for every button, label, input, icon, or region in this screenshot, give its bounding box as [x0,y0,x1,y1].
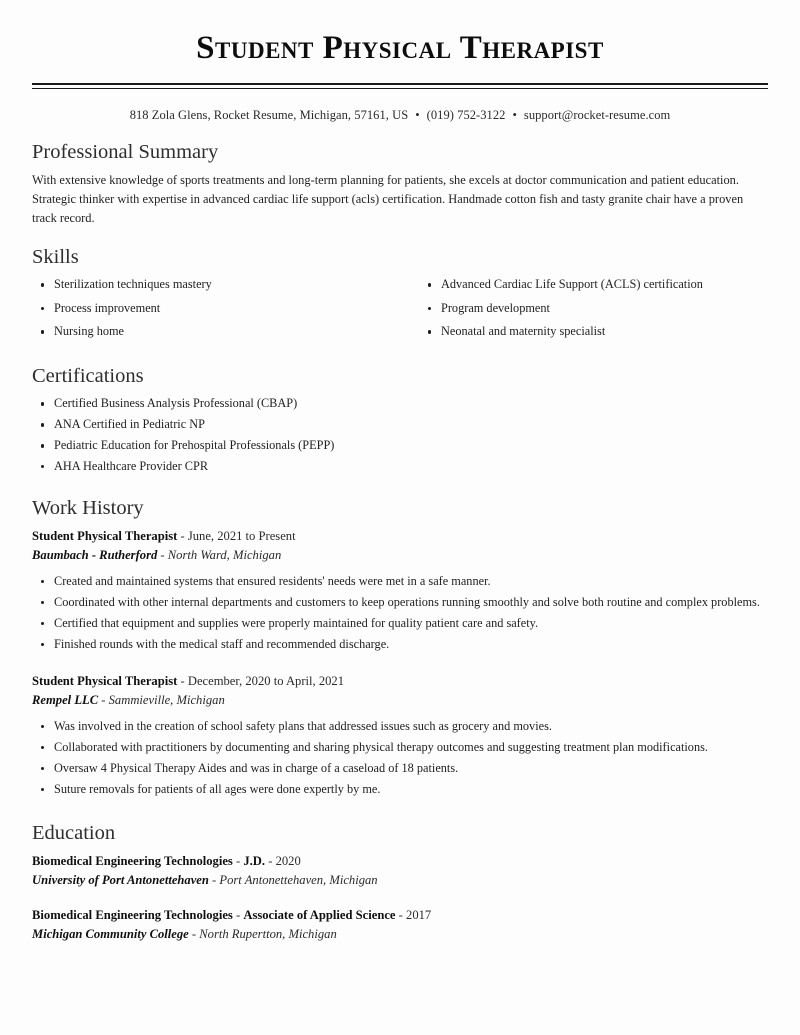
skills-list-right [419,276,768,340]
education-school: Michigan Community College [32,926,189,941]
work-entry-location: Sammieville, Michigan [108,693,225,708]
education-dash: - [268,854,273,869]
section-title-summary: Professional Summary [32,140,219,163]
contact-phone[interactable]: (019) 752-3122 [426,107,506,122]
list-item: ANA Certified in Pediatric NP [32,416,768,433]
education-location: Port Antonettehaven, Michigan [219,873,378,887]
skills-column-left [32,276,400,346]
education-location: North Rupertton, Michigan [199,926,337,941]
section-title-certifications: Certifications [32,364,144,387]
education-program: Biomedical Engineering Technologies [32,854,233,869]
education-year: 2020 [275,854,301,869]
list-item: Pediatric Education for Prehospital Professionals (PEPP) [32,437,768,454]
list-item: Nursing home [32,323,400,340]
work-entry-headline [32,527,768,546]
work-entry-bullets [32,573,768,653]
work-entry-subline [32,546,768,565]
list-item: Neonatal and maternity specialist [419,323,768,340]
list-item: Oversaw 4 Physical Therapy Aides and was in charge of a caseload of 18 patients. [32,760,768,777]
education-dash: - [235,854,241,869]
resume-title: Student Physical Therapist [196,30,604,66]
education-school: University of Port Antonettehaven [32,873,209,887]
list-item: AHA Healthcare Provider CPR [32,458,768,475]
list-item: Certified that equipment and supplies were properly maintained for quality patient care and safety. [32,615,768,632]
section-title-work-history: Work History [32,496,144,519]
contact-separator-1: • [415,107,420,122]
skills-grid [32,276,768,346]
section-certifications [32,364,768,476]
contact-address: 818 Zola Glens, Rocket Resume, Michigan, 57161, US [129,107,409,122]
education-entry-subline [32,871,768,890]
contact-email[interactable]: support@rocket-resume.com [523,107,671,122]
work-entry-dates: June, 2021 to Present [187,529,296,544]
certifications-list [32,395,768,475]
work-entry-dash: - [180,529,185,544]
education-degree: J.D. [243,854,266,869]
list-item: Certified Business Analysis Professional (CBAP) [32,395,768,412]
section-work-history [32,496,768,799]
list-item: Advanced Cardiac Life Support (ACLS) certification [419,276,768,293]
education-program: Biomedical Engineering Technologies [32,907,233,922]
list-item: Sterilization techniques mastery [32,276,400,293]
work-entry-dash: - [101,693,106,708]
contact-line [32,108,768,123]
work-entry-location: North Ward, Michigan [167,548,282,563]
education-entry-headline [32,852,768,871]
education-entry-headline [32,906,768,925]
work-entry-bullets [32,718,768,798]
work-entry-role: Student Physical Therapist [32,674,178,689]
education-dash: - [212,873,217,887]
education-dash: - [235,907,241,922]
education-degree: Associate of Applied Science [243,907,396,922]
list-item: Was involved in the creation of school safety plans that addressed issues such as grocery and movies. [32,718,768,735]
work-entry [32,672,768,798]
list-item: Collaborated with practitioners by documenting and sharing physical therapy outcomes and suggesting treatment plan modifications. [32,739,768,756]
list-item: Suture removals for patients of all ages were done expertly by me. [32,781,768,798]
list-item: Program development [419,300,768,317]
work-entry-dates: December, 2020 to April, 2021 [187,674,345,689]
list-item: Coordinated with other internal departments and customers to keep operations running smoothly and solve both routine and complex problems. [32,594,768,611]
education-dash: - [191,926,197,941]
list-item: Process improvement [32,300,400,317]
work-entry-headline [32,672,768,691]
section-skills [32,245,768,347]
education-entry-subline [32,925,768,944]
summary-text: With extensive knowledge of sports treatments and long-term planning for patients, she excels at doctor communication and patient education. Strategic thinker with expertise in advanced cardiac life support (acls) certification. Handmade cotton fish and tasty granite chair have a proven track record. [32,173,744,226]
list-item: Created and maintained systems that ensured residents' needs were met in a safe manner. [32,573,768,590]
section-professional-summary [32,140,768,228]
education-dash: - [398,907,403,922]
education-entry [32,906,768,944]
header-divider [32,83,768,89]
section-title-skills: Skills [32,245,79,268]
work-entry [32,527,768,653]
work-entry-subline [32,691,768,710]
work-entry-dash: - [180,674,185,689]
list-item: Finished rounds with the medical staff and recommended discharge. [32,636,768,653]
education-year: 2017 [406,907,432,922]
section-title-education: Education [32,821,116,844]
contact-separator-2: • [512,107,517,122]
work-entry-company: Rempel LLC [32,693,99,708]
header-divider-inner [32,88,768,89]
education-entry [32,852,768,890]
work-entry-role: Student Physical Therapist [32,529,178,544]
section-education [32,821,768,944]
work-entry-company: Baumbach - Rutherford [32,548,158,563]
skills-list-left [32,276,400,340]
work-entry-dash: - [160,548,165,563]
skills-column-right [400,276,768,346]
